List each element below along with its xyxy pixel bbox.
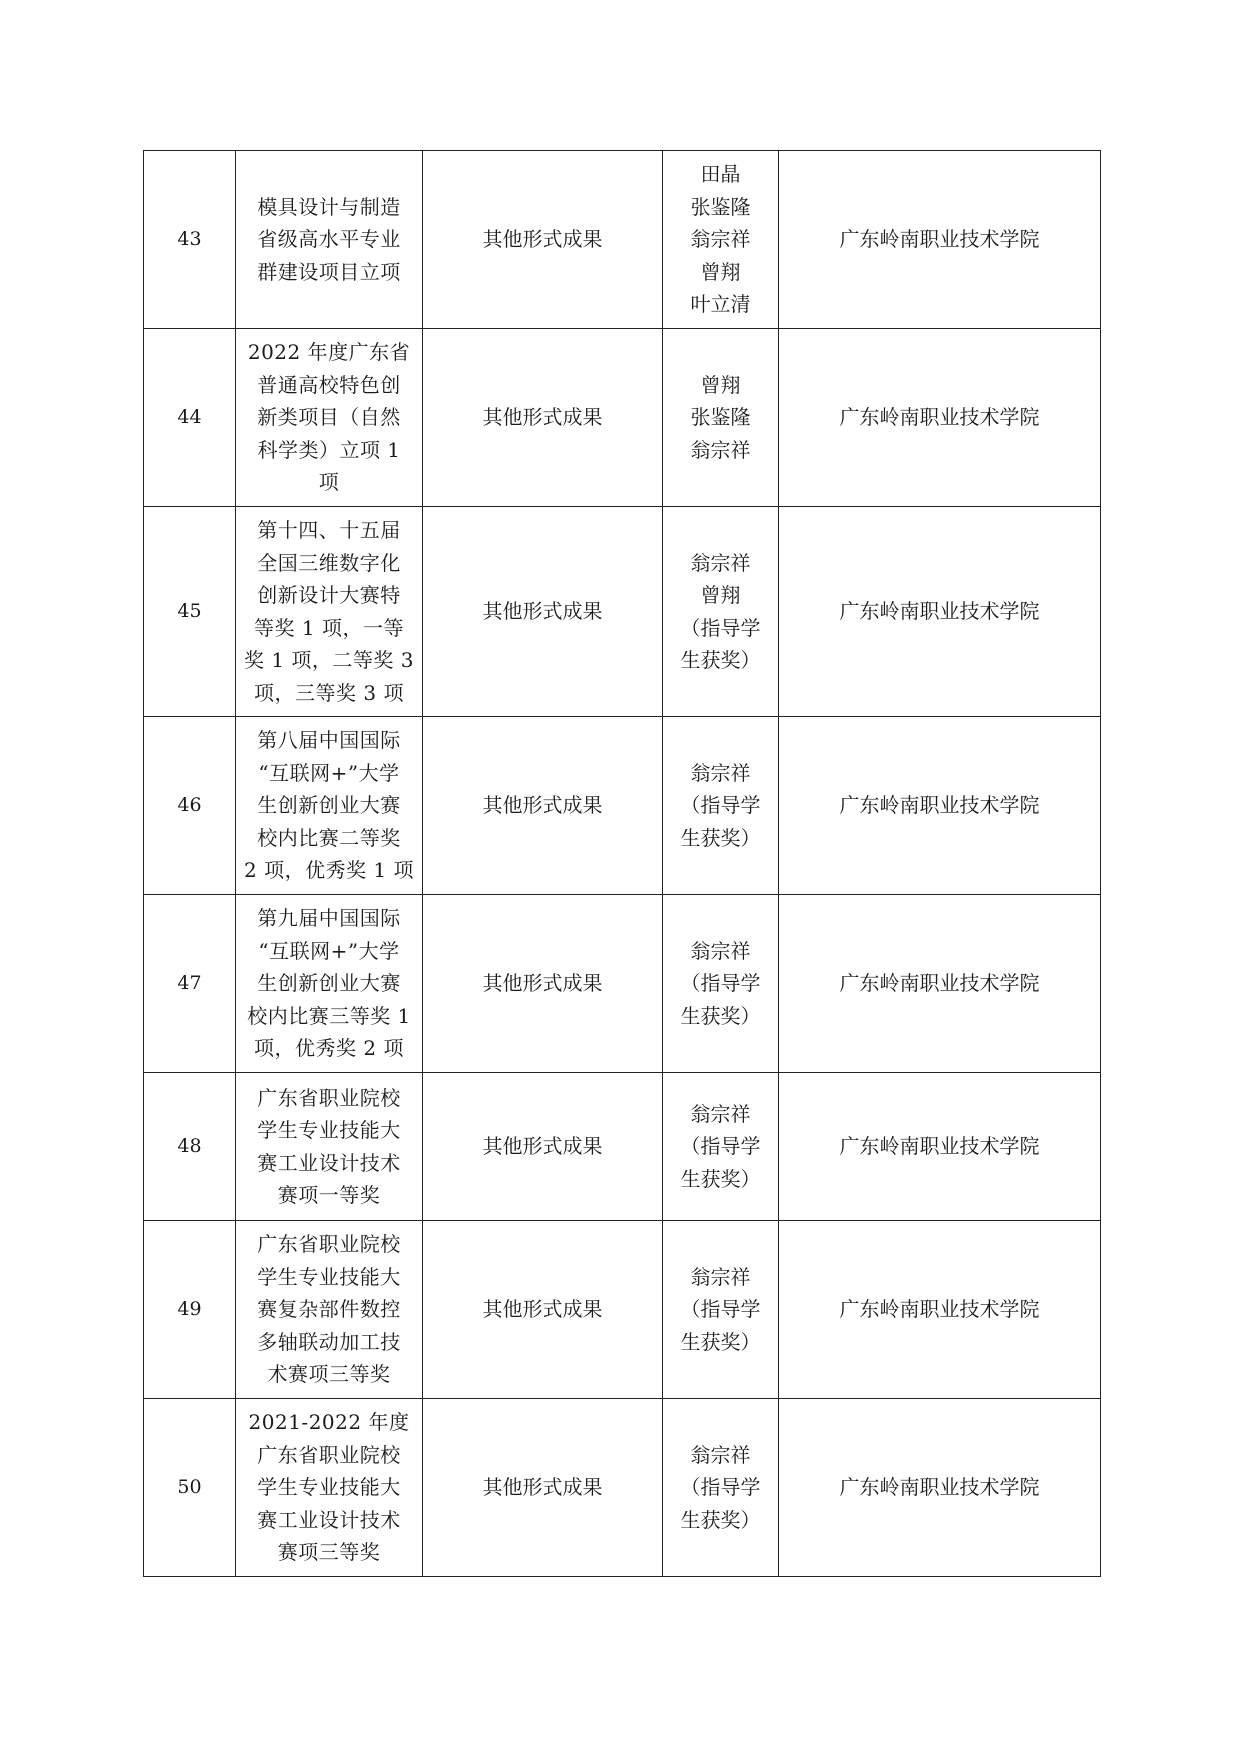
table-row [144,895,1101,1073]
achievement-category-cell: 其他形式成果 [423,1073,663,1221]
unit-cell: 广东岭南职业技术学院 [779,507,1101,717]
table-row [144,1399,1101,1577]
unit-cell: 广东岭南职业技术学院 [779,151,1101,329]
members-cell: 翁宗祥 （指导学 生获奖） [663,1399,779,1577]
table-row [144,1221,1101,1399]
table-row [144,151,1101,329]
achievement-title-cell: 第九届中国国际 “互联网+”大学 生创新创业大赛 校内比赛三等奖 1 项，优秀奖 2 项 [236,895,423,1073]
achievement-title-cell: 第八届中国国际 “互联网+”大学 生创新创业大赛 校内比赛二等奖 2 项，优秀奖 1 项 [236,717,423,895]
results-table [143,150,1101,1577]
row-number-cell: 50 [144,1399,236,1577]
unit-cell: 广东岭南职业技术学院 [779,329,1101,507]
achievement-title-cell: 广东省职业院校 学生专业技能大 赛复杂部件数控 多轴联动加工技 术赛项三等奖 [236,1221,423,1399]
row-number-cell: 48 [144,1073,236,1221]
table-row [144,507,1101,717]
unit-cell: 广东岭南职业技术学院 [779,1399,1101,1577]
table-row [144,329,1101,507]
row-number-cell: 49 [144,1221,236,1399]
members-cell: 田晶 张鉴隆 翁宗祥 曾翔 叶立清 [663,151,779,329]
row-number-cell: 47 [144,895,236,1073]
achievement-title-cell: 模具设计与制造 省级高水平专业 群建设项目立项 [236,151,423,329]
achievement-title-cell: 2022 年度广东省 普通高校特色创 新类项目（自然 科学类）立项 1 项 [236,329,423,507]
achievement-category-cell: 其他形式成果 [423,151,663,329]
unit-cell: 广东岭南职业技术学院 [779,717,1101,895]
members-cell: 曾翔 张鉴隆 翁宗祥 [663,329,779,507]
achievement-category-cell: 其他形式成果 [423,507,663,717]
row-number-cell: 45 [144,507,236,717]
achievement-category-cell: 其他形式成果 [423,1221,663,1399]
achievement-category-cell: 其他形式成果 [423,1399,663,1577]
row-number-cell: 44 [144,329,236,507]
achievement-category-cell: 其他形式成果 [423,717,663,895]
unit-cell: 广东岭南职业技术学院 [779,895,1101,1073]
members-cell: 翁宗祥 （指导学 生获奖） [663,1221,779,1399]
achievement-category-cell: 其他形式成果 [423,895,663,1073]
members-cell: 翁宗祥 （指导学 生获奖） [663,895,779,1073]
row-number-cell: 46 [144,717,236,895]
unit-cell: 广东岭南职业技术学院 [779,1073,1101,1221]
members-cell: 翁宗祥 曾翔 （指导学 生获奖） [663,507,779,717]
members-cell: 翁宗祥 （指导学 生获奖） [663,1073,779,1221]
achievement-title-cell: 广东省职业院校 学生专业技能大 赛工业设计技术 赛项一等奖 [236,1073,423,1221]
row-number-cell: 43 [144,151,236,329]
table-row [144,1073,1101,1221]
members-cell: 翁宗祥 （指导学 生获奖） [663,717,779,895]
achievement-category-cell: 其他形式成果 [423,329,663,507]
achievement-title-cell: 2021-2022 年度 广东省职业院校 学生专业技能大 赛工业设计技术 赛项三等奖 [236,1399,423,1577]
table-row [144,717,1101,895]
unit-cell: 广东岭南职业技术学院 [779,1221,1101,1399]
achievement-title-cell: 第十四、十五届 全国三维数字化 创新设计大赛特 等奖 1 项，一等 奖 1 项，二等奖 3 项，三等奖 3 项 [236,507,423,717]
